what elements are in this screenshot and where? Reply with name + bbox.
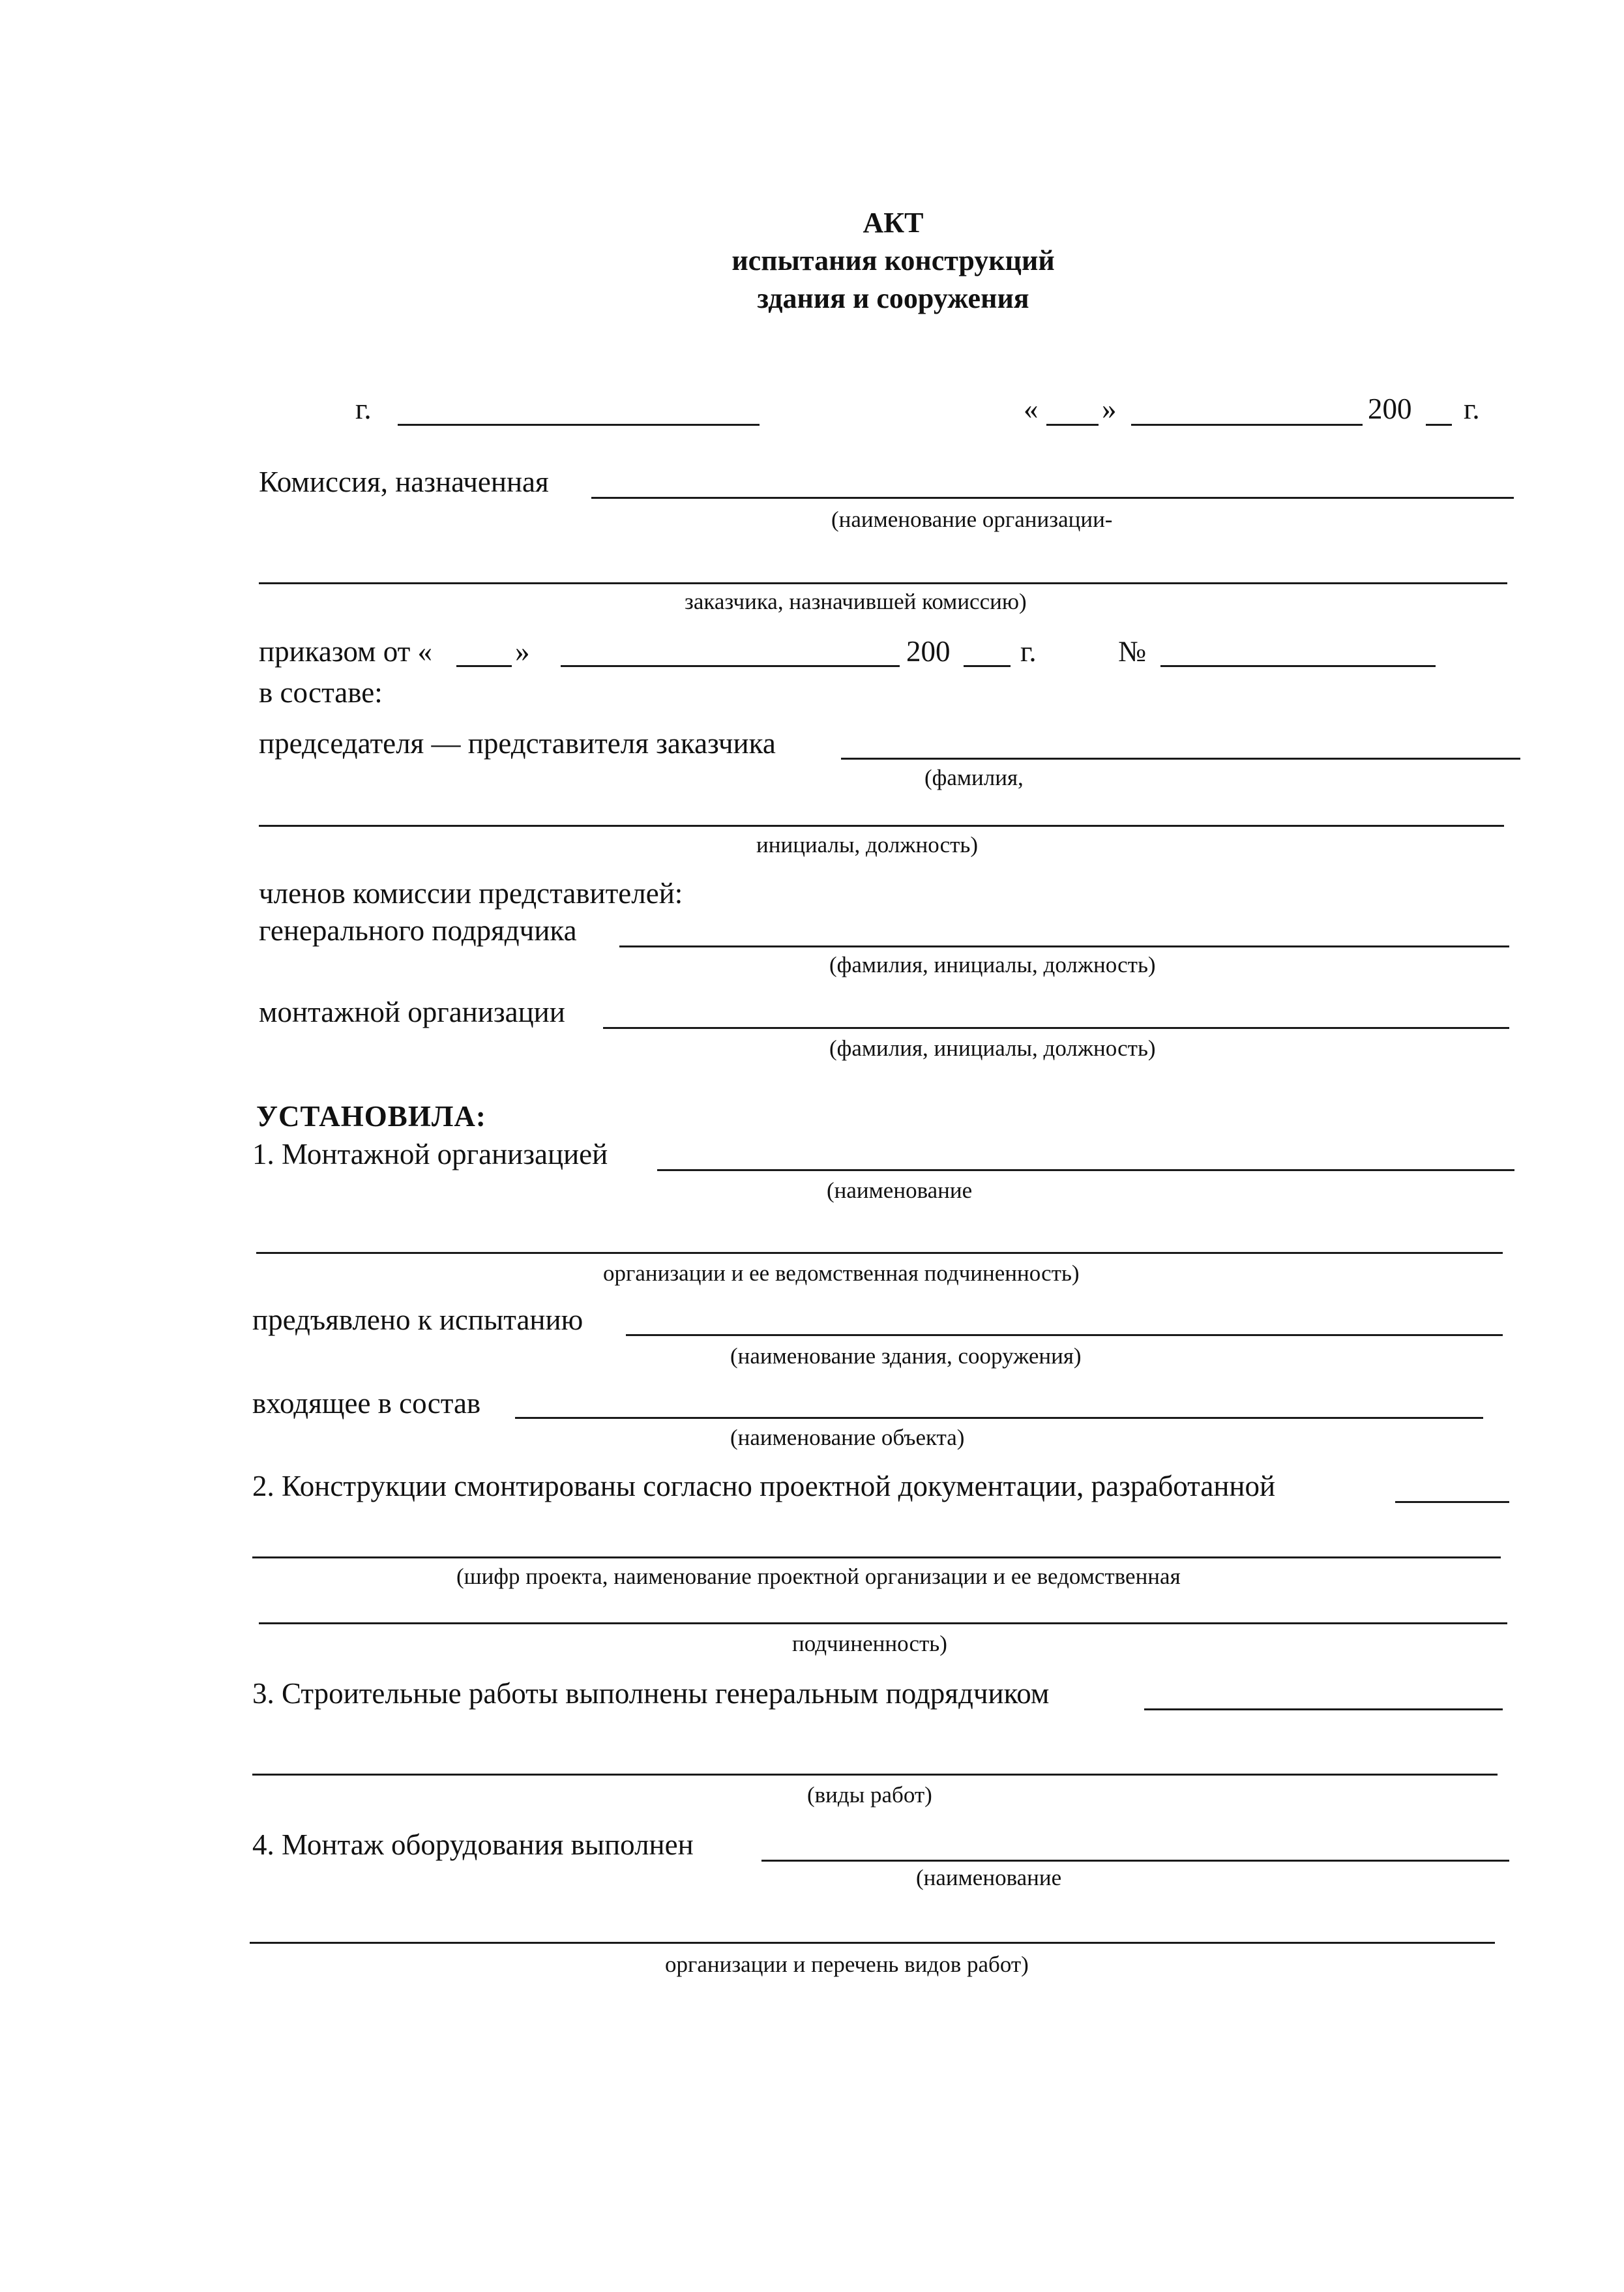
date-day-field[interactable] xyxy=(1046,424,1099,426)
item1-field[interactable] xyxy=(657,1169,1514,1171)
commission-caption-2: заказчика, назначившей комиссию) xyxy=(685,589,1027,614)
commission-label: Комиссия, назначенная xyxy=(259,466,549,498)
order-year-field[interactable] xyxy=(964,665,1011,667)
chairman-caption-2: инициалы, должность) xyxy=(756,832,979,857)
installer-field[interactable] xyxy=(603,1027,1509,1029)
order-day-field[interactable] xyxy=(456,665,512,667)
general-contractor-caption: (фамилия, инициалы, должность) xyxy=(829,952,1156,977)
presented-caption: (наименование здания, сооружения) xyxy=(730,1343,1082,1369)
item1-caption-1: (наименование xyxy=(827,1178,973,1203)
chairman-field-2[interactable] xyxy=(259,825,1504,827)
order-year-suffix: г. xyxy=(1020,635,1037,668)
order-label: приказом от « xyxy=(259,635,433,668)
date-month-field[interactable] xyxy=(1131,424,1363,426)
date-quote-open: « xyxy=(1024,393,1039,425)
document-subtitle-1: испытания конструкций xyxy=(731,245,1055,276)
presented-field[interactable] xyxy=(626,1334,1503,1336)
city-field[interactable] xyxy=(398,424,760,426)
commission-field-2[interactable] xyxy=(259,582,1507,584)
item4-caption-2: организации и перечень видов работ) xyxy=(665,1952,1029,1977)
item1-label: 1. Монтажной организацией xyxy=(252,1138,608,1170)
chairman-caption-1: (фамилия, xyxy=(924,765,1024,790)
installer-caption: (фамилия, инициалы, должность) xyxy=(829,1035,1156,1061)
chairman-label: председателя — представителя заказчика xyxy=(259,727,776,760)
item3-label: 3. Строительные работы выполнены генеральным подрядчиком xyxy=(252,1677,1050,1710)
part-of-label: входящее в состав xyxy=(252,1387,481,1420)
general-contractor-label: генерального подрядчика xyxy=(259,914,577,947)
item4-field-2[interactable] xyxy=(250,1942,1495,1944)
part-of-field[interactable] xyxy=(515,1417,1483,1419)
order-year-prefix: 200 xyxy=(906,635,951,668)
presented-label: предъявлено к испытанию xyxy=(252,1303,583,1336)
item2-label: 2. Конструкции смонтированы согласно проектной документации, разработанной xyxy=(252,1470,1276,1502)
item1-caption-2: организации и ее ведомственная подчиненность) xyxy=(603,1260,1080,1286)
date-quote-close: » xyxy=(1102,393,1117,425)
general-contractor-field[interactable] xyxy=(619,945,1509,947)
commission-field[interactable] xyxy=(591,497,1514,499)
members-label: членов комиссии представителей: xyxy=(259,877,683,910)
item2-field-3[interactable] xyxy=(259,1622,1507,1624)
item3-field[interactable] xyxy=(1144,1708,1503,1710)
installer-label: монтажной организации xyxy=(259,996,565,1028)
item3-caption: (виды работ) xyxy=(807,1782,932,1808)
established-heading: УСТАНОВИЛА: xyxy=(256,1100,486,1133)
composition-label: в составе: xyxy=(259,676,383,709)
commission-caption-1: (наименование организации- xyxy=(831,507,1113,532)
city-prefix: г. xyxy=(355,393,372,425)
item2-caption-2: подчиненность) xyxy=(792,1631,947,1656)
item1-field-2[interactable] xyxy=(256,1252,1503,1254)
item4-field[interactable] xyxy=(761,1860,1509,1862)
order-number-field[interactable] xyxy=(1160,665,1436,667)
order-number-sign: № xyxy=(1118,635,1146,668)
chairman-field[interactable] xyxy=(841,758,1520,760)
item4-label: 4. Монтаж оборудования выполнен xyxy=(252,1828,694,1861)
item2-field-2[interactable] xyxy=(252,1556,1501,1558)
item3-field-2[interactable] xyxy=(252,1774,1498,1776)
item2-field[interactable] xyxy=(1395,1501,1509,1503)
date-year-suffix: г. xyxy=(1464,393,1480,425)
part-of-caption: (наименование объекта) xyxy=(730,1425,965,1450)
order-month-field[interactable] xyxy=(561,665,900,667)
document-subtitle-2: здания и сооружения xyxy=(757,282,1029,314)
date-year-prefix: 200 xyxy=(1368,393,1412,425)
document-title: АКТ xyxy=(863,207,924,239)
order-quote-close: » xyxy=(515,635,530,668)
item2-caption-1: (шифр проекта, наименование проектной организации и ее ведомственная xyxy=(456,1564,1181,1589)
item4-caption-1: (наименование xyxy=(916,1865,1062,1890)
date-year-field[interactable] xyxy=(1426,424,1452,426)
